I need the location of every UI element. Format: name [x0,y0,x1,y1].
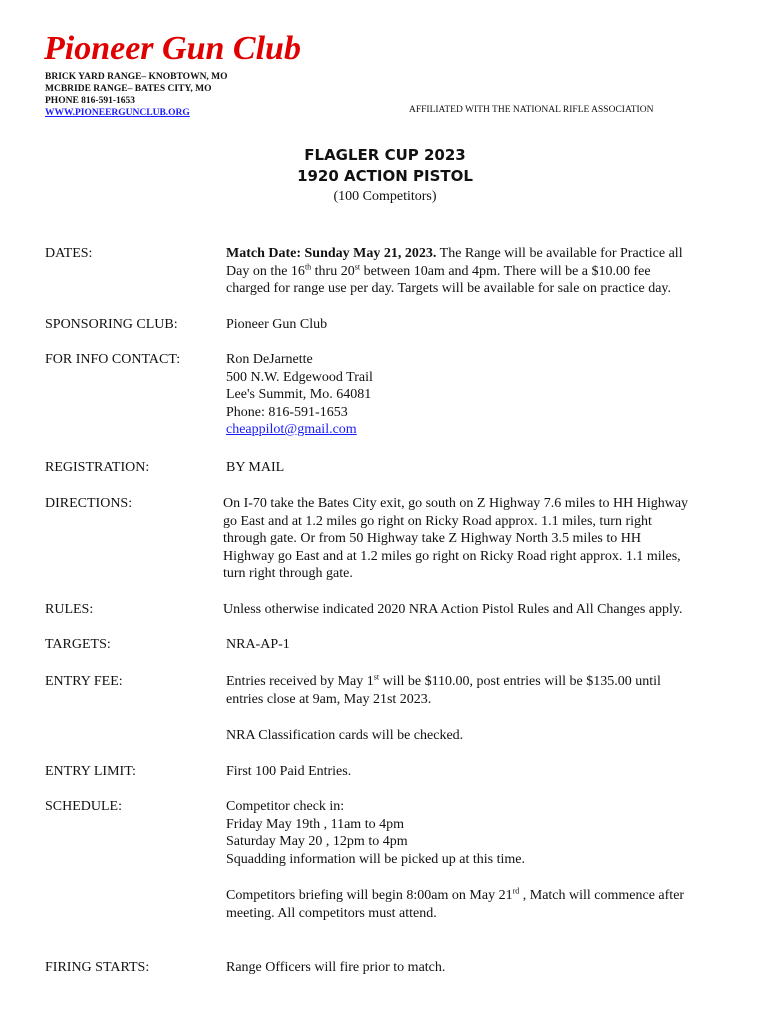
website-link[interactable]: WWW.PIONEERGUNCLUB.ORG [45,108,190,118]
fee-text: Entries received by May 1 [226,674,374,689]
dates-text: The Range will be available for Practice all [436,246,683,261]
briefing-line: , Match will commence after [519,888,685,903]
targets-label: TARGETS: [45,637,111,652]
address-line: PHONE 816-591-1653 [45,96,135,106]
registration-value: BY MAIL [226,460,285,475]
contact-value [226,351,731,439]
dates-value [226,245,731,298]
contact-line: Phone: 816-591-1653 [226,404,348,420]
schedule-value [226,798,731,868]
directions-label: DIRECTIONS: [45,496,133,511]
directions-line: turn right through gate. [223,566,353,581]
schedule-line: Friday May 19th , 11am to 4pm [226,816,404,832]
ordinal: st [354,261,361,271]
firing-value: Range Officers will fire prior to match. [226,960,446,975]
event-discipline: 1920 ACTION PISTOL [297,167,473,185]
affiliation-text: AFFILIATED WITH THE NATIONAL RIFLE ASSOCIATION [409,105,654,115]
ordinal: st [373,672,380,682]
firing-label: FIRING STARTS: [45,960,150,975]
dates-label: DATES: [45,246,93,261]
contact-label: FOR INFO CONTACT: [45,352,181,367]
schedule-label: SCHEDULE: [45,799,122,814]
entry-fee-label: ENTRY FEE: [45,674,123,689]
directions-line: Highway go East and at 1.2 miles go right on Ricky Road right approx. 1.1 miles, [223,548,681,564]
entry-limit-value: First 100 Paid Entries. [226,764,352,779]
contact-line: 500 N.W. Edgewood Trail [226,369,373,385]
dates-text: Day on the 16 [226,263,305,279]
schedule-line: Saturday May 20 , 12pm to 4pm [226,834,408,849]
directions-line: through gate. Or from 50 Highway take Z Highway North 3.5 miles to HH [223,531,641,546]
briefing-line: meeting. All competitors must attend. [226,905,437,921]
club-logo: Pioneer Gun Club [44,30,301,67]
briefing-line: Competitors briefing will begin 8:00am on May 21 [226,888,513,903]
schedule-line: Squadding information will be picked up at this time. [226,851,526,867]
entry-fee-value [226,673,731,708]
registration-label: REGISTRATION: [45,460,150,475]
contact-email-link[interactable]: cheappilot@gmail.com [226,422,357,437]
event-subtitle: (100 Competitors) [333,189,437,204]
classification-note: NRA Classification cards will be checked. [226,728,464,743]
match-date: Match Date: Sunday May 21, 2023. [226,246,437,261]
club-address [45,71,228,119]
address-line: BRICK YARD RANGE– KNOBTOWN, MO [45,72,228,82]
directions-line: On I-70 take the Bates City exit, go south on Z Highway 7.6 miles to HH Highway [223,496,689,511]
dates-text: thru 20 [311,263,355,279]
fee-text: will be $110.00, post entries will be $135.00 until [379,674,661,689]
targets-value: NRA-AP-1 [226,637,290,652]
fee-text: entries close at 9am, May 21st 2023. [226,691,432,707]
sponsoring-label: SPONSORING CLUB: [45,317,178,332]
dates-text: between 10am and 4pm. There will be a $10.00 fee [360,263,651,279]
ordinal: th [304,261,312,271]
sponsoring-value: Pioneer Gun Club [226,317,328,332]
ordinal: rd [512,886,520,896]
address-line: MCBRIDE RANGE– BATES CITY, MO [45,84,212,94]
rules-value: Unless otherwise indicated 2020 NRA Action Pistol Rules and All Changes apply. [223,602,683,617]
entry-limit-label: ENTRY LIMIT: [45,764,136,779]
contact-line: Lee's Summit, Mo. 64081 [226,387,372,402]
briefing-text [226,887,731,922]
schedule-line: Competitor check in: [226,799,345,814]
directions-value [223,495,733,583]
rules-label: RULES: [45,602,94,617]
contact-line: Ron DeJarnette [226,352,313,367]
dates-text: charged for range use per day. Targets will be available for sale on practice day. [226,281,672,296]
event-title: FLAGLER CUP 2023 [304,146,466,164]
directions-line: go East and at 1.2 miles go right on Ricky Road approx. 1.1 miles, turn right [223,513,652,529]
